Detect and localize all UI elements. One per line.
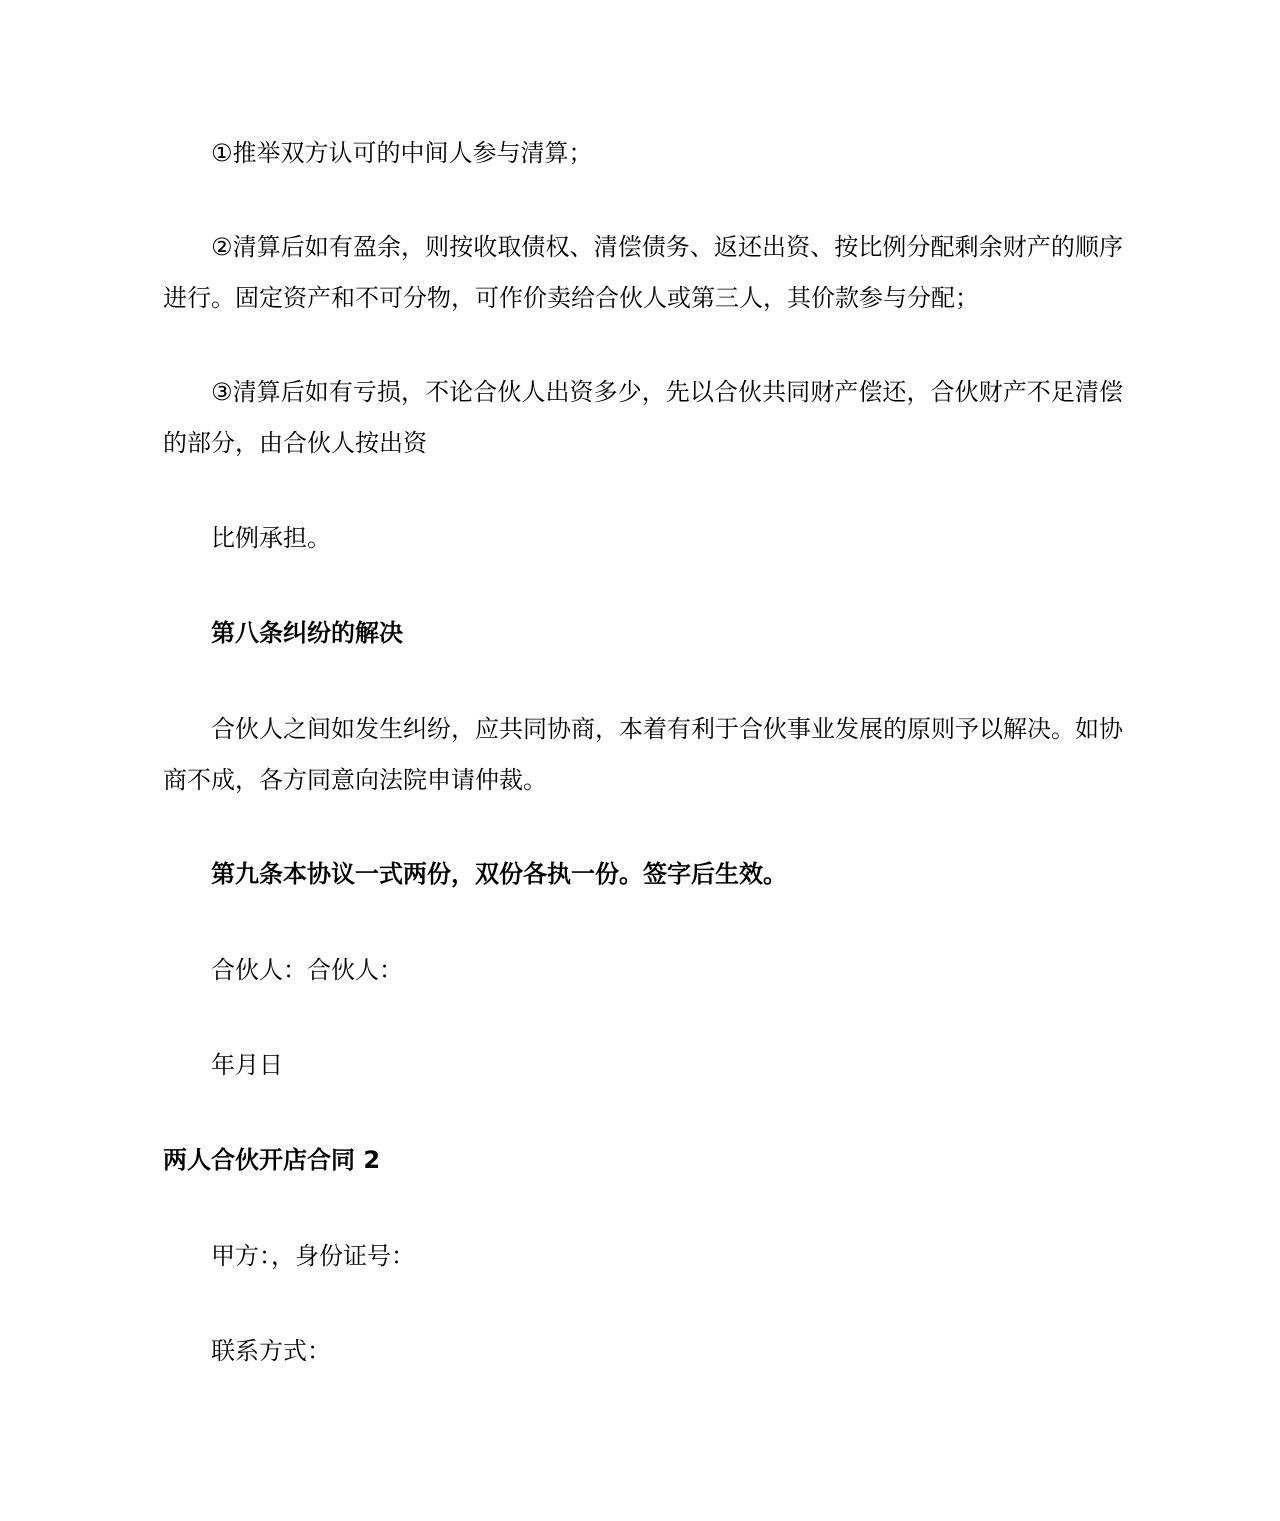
section-heading-article-8: 第八条纠纷的解决 (211, 619, 403, 647)
signature-line-partners: 合伙人：合伙人： (211, 956, 403, 984)
clause-dispute-resolution: 合伙人之间如发生纠纷，应共同协商，本着有利于合伙事业发展的原则予以解决。如协商不成，各方同意向法院申请仲裁。 (163, 715, 1123, 794)
clause-liquidation-item-3: ③清算后如有亏损，不论合伙人出资多少，先以合伙共同财产偿还，合伙财产不足清偿的部分，由合伙人按出资 (163, 378, 1123, 457)
party-a-line: 甲方：，身份证号： (211, 1242, 415, 1270)
clause-liquidation-item-2: ②清算后如有盈余，则按收取债权、清偿债务、返还出资、按比例分配剩余财产的顺序进行。固定资产和不可分物，可作价卖给合伙人或第三人，其价款参与分配； (163, 233, 1123, 312)
contact-line: 联系方式： (211, 1337, 331, 1365)
clause-liquidation-item-3-cont: 比例承担。 (211, 524, 331, 552)
signature-date-line: 年月日 (211, 1051, 283, 1079)
contract-title: 两人合伙开店合同 2 (163, 1146, 381, 1174)
section-heading-article-9: 第九条本协议一式两份，双份各执一份。签字后生效。 (211, 860, 787, 888)
clause-liquidation-item-1: ①推举双方认可的中间人参与清算； (211, 139, 593, 167)
